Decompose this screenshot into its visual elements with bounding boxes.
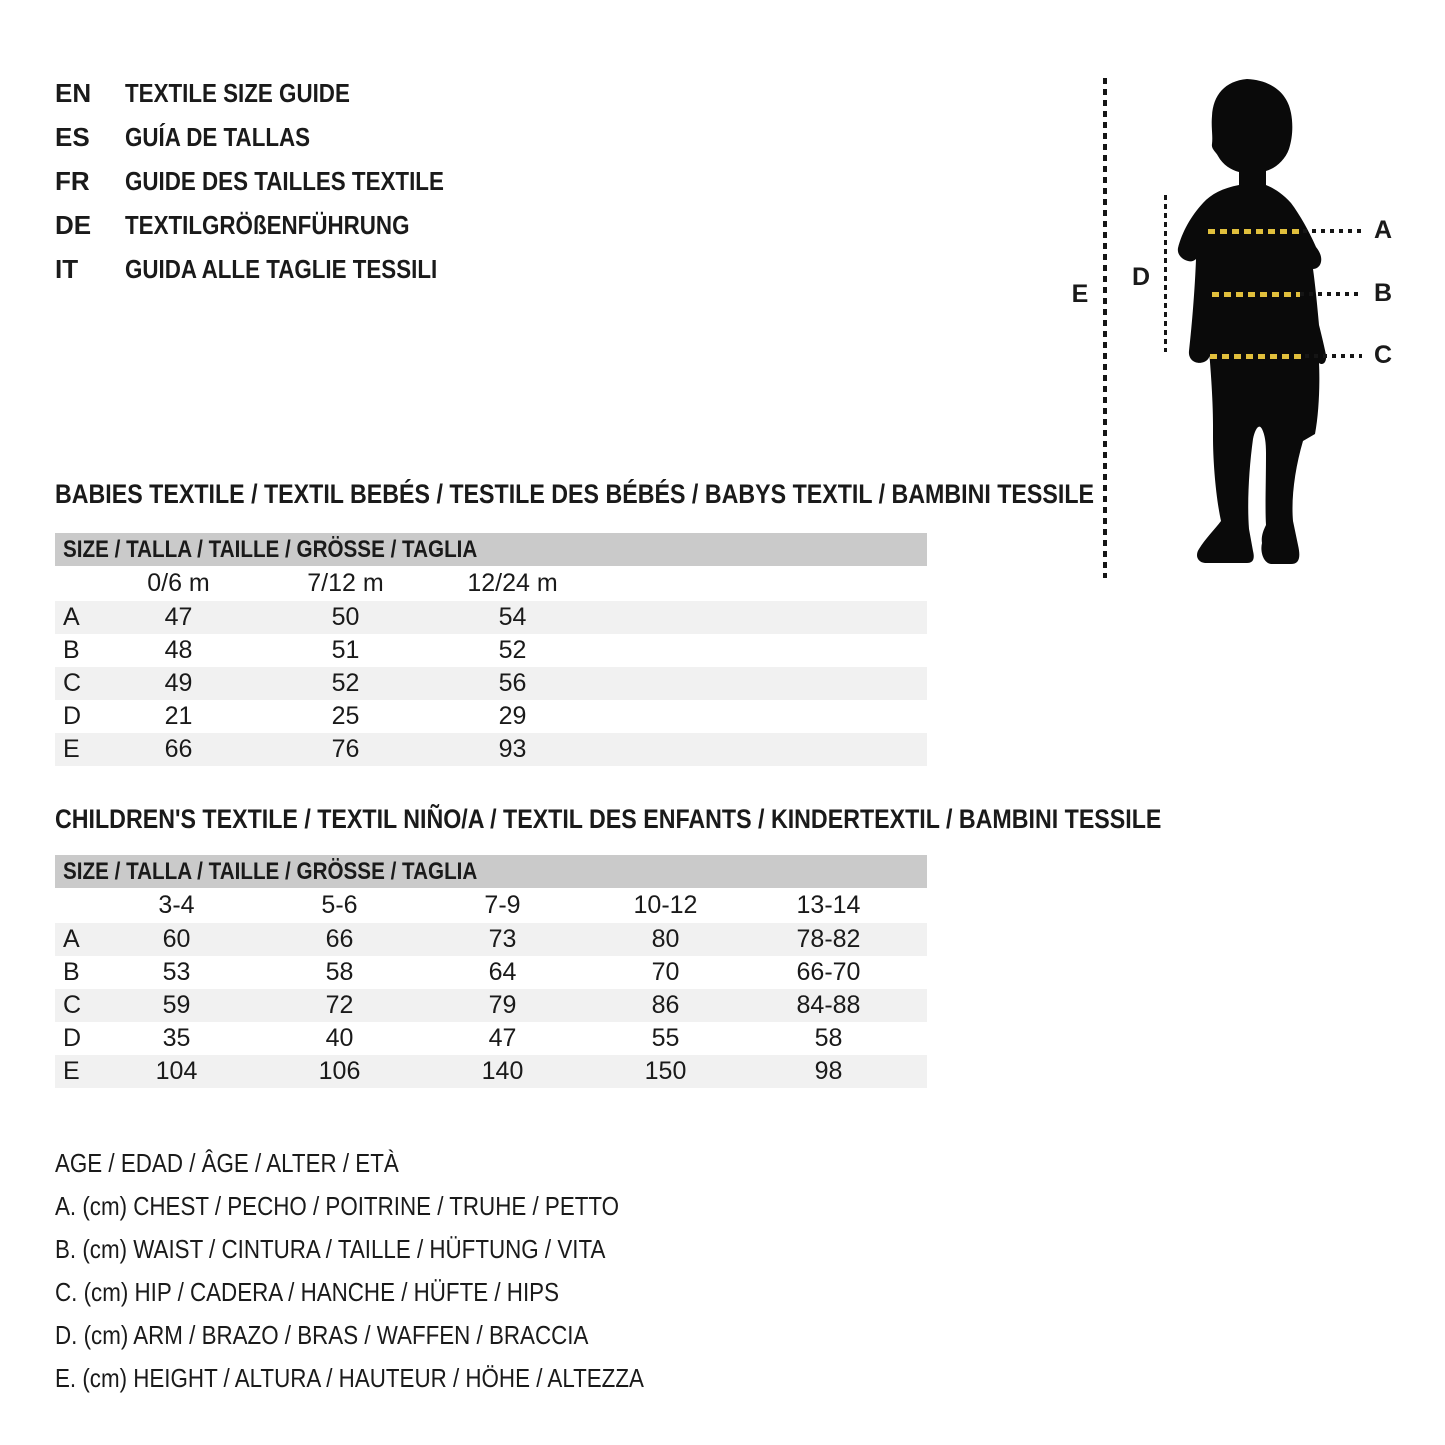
legend-line-text: E. (cm) HEIGHT / ALTURA / HAUTEUR / HÖHE / ALTEZZA xyxy=(55,1363,644,1393)
size-value: 25 xyxy=(331,702,360,730)
chest-dot-line-A xyxy=(1303,229,1362,233)
column-header: 5-6 xyxy=(321,891,358,919)
size-value: 86 xyxy=(651,991,680,1019)
column-header: 12/24 m xyxy=(467,569,558,597)
size-value: 98 xyxy=(814,1057,843,1085)
size-value: 21 xyxy=(164,702,193,730)
column-header: 10-12 xyxy=(633,891,698,919)
babies-size-bar xyxy=(55,533,927,566)
language-title xyxy=(125,122,340,153)
row-label: E xyxy=(63,735,80,763)
table-row xyxy=(55,634,927,667)
hip-dot-line-C xyxy=(1305,354,1362,358)
size-value: 84-88 xyxy=(796,991,861,1019)
babies-column-header-row xyxy=(55,566,927,601)
table-row xyxy=(55,1022,927,1055)
size-value: 76 xyxy=(331,735,360,763)
size-value: 47 xyxy=(164,603,193,631)
language-title xyxy=(125,78,386,109)
table-row xyxy=(55,733,927,766)
size-value: 59 xyxy=(162,991,191,1019)
size-value: 140 xyxy=(481,1057,524,1085)
size-value: 79 xyxy=(488,991,517,1019)
legend-line xyxy=(55,1228,740,1271)
table-row xyxy=(55,700,927,733)
size-value: 66-70 xyxy=(796,958,861,986)
size-value: 52 xyxy=(498,636,527,664)
legend-line xyxy=(55,1357,740,1400)
size-value: 106 xyxy=(318,1057,361,1085)
children-size-table xyxy=(55,855,927,1088)
size-value: 60 xyxy=(162,925,191,953)
babies-section-title-text: BABIES TEXTILE / TEXTIL BEBÉS / TESTILE DES BÉBÉS / BABYS TEXTIL / BAMBINI TESSILE xyxy=(55,479,1095,509)
table-row xyxy=(55,956,927,989)
legend-line-text: A. (cm) CHEST / PECHO / POITRINE / TRUHE / PETTO xyxy=(55,1191,620,1221)
column-header: 3-4 xyxy=(158,891,195,919)
legend-line xyxy=(55,1271,740,1314)
language-title-text: GUÍA DE TALLAS xyxy=(125,121,311,152)
size-value: 49 xyxy=(164,669,193,697)
row-label: D xyxy=(63,702,82,730)
size-value: 73 xyxy=(488,925,517,953)
hip-dash-line-C xyxy=(1210,354,1305,359)
table-row xyxy=(55,989,927,1022)
size-value: 40 xyxy=(325,1024,354,1052)
size-bar-label: SIZE / TALLA / TAILLE / GRÖSSE / TAGLIA xyxy=(63,535,478,563)
column-header: 7-9 xyxy=(484,891,521,919)
chest-dash-line-A xyxy=(1208,229,1303,234)
legend-line-text: C. (cm) HIP / CADERA / HANCHE / HÜFTE / HIPS xyxy=(55,1277,559,1307)
figure-label-D: D xyxy=(1131,263,1151,291)
language-code: DE xyxy=(55,209,92,240)
babies-size-table xyxy=(55,533,927,766)
size-value: 64 xyxy=(488,958,517,986)
size-value: 70 xyxy=(651,958,680,986)
language-title xyxy=(125,166,496,197)
size-value: 150 xyxy=(644,1057,687,1085)
size-value: 48 xyxy=(164,636,193,664)
table-row xyxy=(55,923,927,956)
language-code: FR xyxy=(55,165,90,196)
figure-label-A: A xyxy=(1373,216,1393,244)
size-value: 56 xyxy=(498,669,527,697)
language-title xyxy=(125,210,456,241)
table-row xyxy=(55,667,927,700)
size-value: 29 xyxy=(498,702,527,730)
size-value: 72 xyxy=(325,991,354,1019)
row-label: D xyxy=(63,1024,82,1052)
column-header: 7/12 m xyxy=(307,569,384,597)
row-label: B xyxy=(63,958,80,986)
children-section-title-text: CHILDREN'S TEXTILE / TEXTIL NIÑO/A / TEXTIL DES ENFANTS / KINDERTEXTIL / BAMBINI TESSILE xyxy=(55,804,1162,834)
legend-line-text: B. (cm) WAIST / CINTURA / TAILLE / HÜFTUNG / VITA xyxy=(55,1234,606,1264)
size-value: 47 xyxy=(488,1024,517,1052)
figure-label-E: E xyxy=(1071,280,1089,308)
size-value: 53 xyxy=(162,958,191,986)
legend-line-text: AGE / EDAD / ÂGE / ALTER / ETÀ xyxy=(55,1148,399,1178)
language-title xyxy=(125,254,488,285)
size-value: 78-82 xyxy=(796,925,861,953)
language-row xyxy=(55,159,496,203)
legend-line xyxy=(55,1185,740,1228)
language-title-block xyxy=(55,71,496,291)
row-label: C xyxy=(63,669,82,697)
size-value: 52 xyxy=(331,669,360,697)
language-title-text: GUIDE DES TAILLES TEXTILE xyxy=(125,165,444,196)
size-value: 58 xyxy=(325,958,354,986)
language-row xyxy=(55,203,496,247)
size-value: 93 xyxy=(498,735,527,763)
size-value: 58 xyxy=(814,1024,843,1052)
size-value: 80 xyxy=(651,925,680,953)
row-label: C xyxy=(63,991,82,1019)
waist-dash-line-B xyxy=(1212,292,1300,297)
size-value: 55 xyxy=(651,1024,680,1052)
waist-dot-line-B xyxy=(1300,292,1362,296)
size-value: 66 xyxy=(325,925,354,953)
measurement-legend xyxy=(55,1142,740,1400)
legend-line-text: D. (cm) ARM / BRAZO / BRAS / WAFFEN / BRACCIA xyxy=(55,1320,589,1350)
size-value: 50 xyxy=(331,603,360,631)
size-bar-label: SIZE / TALLA / TAILLE / GRÖSSE / TAGLIA xyxy=(63,857,478,885)
figure-label-C: C xyxy=(1373,341,1393,369)
children-section-title xyxy=(55,804,1342,835)
language-title-text: TEXTILGRÖßENFÜHRUNG xyxy=(125,209,410,240)
language-row xyxy=(55,247,496,291)
size-value: 51 xyxy=(331,636,360,664)
column-header: 13-14 xyxy=(796,891,861,919)
table-row xyxy=(55,1055,927,1088)
language-row xyxy=(55,115,496,159)
size-value: 54 xyxy=(498,603,527,631)
row-label: B xyxy=(63,636,80,664)
legend-line xyxy=(55,1142,740,1185)
row-label: A xyxy=(63,925,80,953)
legend-line xyxy=(55,1314,740,1357)
language-title-text: TEXTILE SIZE GUIDE xyxy=(125,77,350,108)
language-code: EN xyxy=(55,77,92,108)
column-header: 0/6 m xyxy=(147,569,210,597)
size-value: 66 xyxy=(164,735,193,763)
children-column-header-row xyxy=(55,888,927,923)
language-code: IT xyxy=(55,253,79,284)
figure-label-B: B xyxy=(1373,279,1393,307)
size-value: 35 xyxy=(162,1024,191,1052)
children-size-bar xyxy=(55,855,927,888)
size-value: 104 xyxy=(155,1057,198,1085)
language-code: ES xyxy=(55,121,90,152)
row-label: A xyxy=(63,603,80,631)
table-row xyxy=(55,601,927,634)
babies-section-title xyxy=(55,479,1263,510)
language-row xyxy=(55,71,496,115)
language-title-text: GUIDA ALLE TAGLIE TESSILI xyxy=(125,253,438,284)
row-label: E xyxy=(63,1057,80,1085)
